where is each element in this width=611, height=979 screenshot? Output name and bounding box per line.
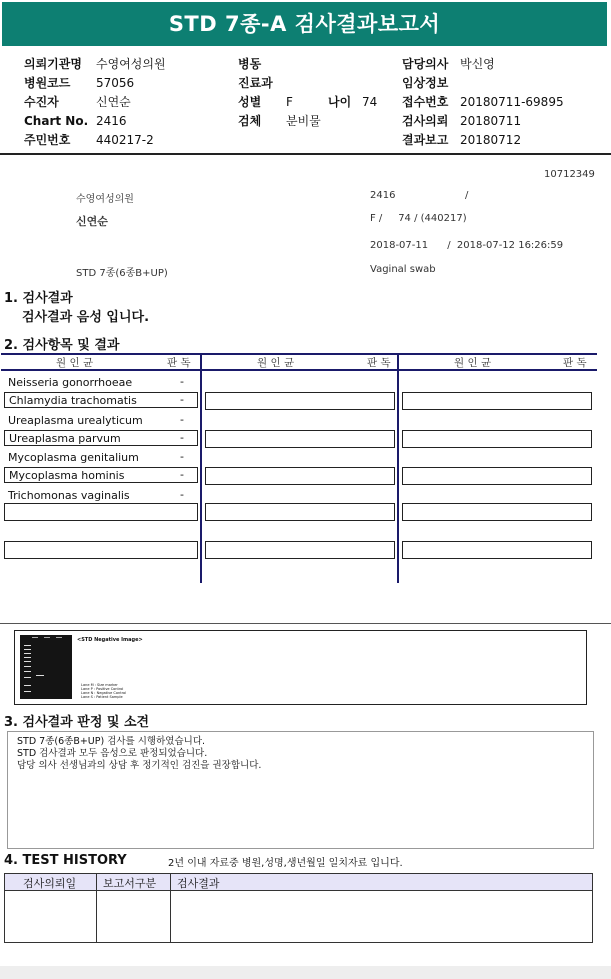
empty-cell: [402, 430, 592, 448]
header-label: 접수번호: [402, 95, 449, 109]
header-value: 20180712: [460, 133, 522, 147]
header-label: 수진자: [24, 95, 59, 109]
header-divider: [0, 153, 611, 155]
pathogen-result: -: [180, 450, 184, 463]
empty-cell: [205, 467, 395, 485]
col-pathogen-1: 원 인 균: [56, 357, 94, 369]
header-value: 수영여성의원: [96, 57, 166, 71]
opinion-line: 담당 의사 선생님과의 상담 후 정기적인 검진을 권장합니다.: [17, 760, 262, 771]
empty-cell: [402, 503, 592, 521]
summary-test: STD 7종(6종B+UP): [76, 268, 168, 279]
opinion-line: STD 검사결과 모두 음성으로 판정되었습니다.: [17, 748, 208, 759]
empty-cell: [402, 541, 592, 559]
header-value: 57056: [96, 76, 135, 90]
col-judgement-1: 판 독: [167, 357, 191, 369]
header-label: 의뢰기관명: [24, 57, 82, 71]
age-label: 나이: [328, 95, 352, 109]
gel-image: [20, 635, 72, 699]
summary-dates: 2018-07-11 / 2018-07-12 16:26:59: [370, 240, 564, 251]
header-label: 담당의사: [402, 57, 449, 71]
pathogen-name: Mycoplasma hominis: [4, 467, 198, 483]
gel-legend-item: Lane P : Positive Control: [81, 687, 124, 691]
header-label: 병원코드: [24, 76, 71, 90]
header-label: 성별: [238, 95, 262, 109]
header-label: 검체: [238, 114, 262, 128]
pathogen-result: -: [180, 413, 184, 426]
header-value: 분비물: [286, 114, 321, 128]
image-divider: [0, 623, 611, 624]
history-col-date: 검사의뢰일: [23, 877, 77, 890]
grid-divider-1: [200, 353, 202, 583]
result-grid-header: [1, 353, 597, 371]
empty-cell: [205, 430, 395, 448]
header-label: 병동: [238, 57, 262, 71]
pathogen-name: Ureaplasma parvum: [4, 430, 198, 446]
age-value: 74: [362, 95, 378, 109]
pathogen-result: -: [180, 431, 184, 444]
summary-slash: /: [465, 190, 469, 201]
header-col2: [238, 55, 377, 131]
document-number: 10712349: [544, 169, 595, 180]
page-footer-strip: [0, 966, 611, 979]
section2-title: 2. 검사항목 및 결과: [4, 338, 120, 353]
gel-legend-item: Lane S : Patient Sample: [81, 695, 123, 699]
col-pathogen-2: 원 인 균: [257, 357, 295, 369]
summary-clinic: 수영여성의원: [76, 194, 134, 205]
empty-cell: [4, 541, 198, 559]
empty-cell: [205, 541, 395, 559]
header-value: 20180711-69895: [460, 95, 564, 109]
empty-cell: [205, 503, 395, 521]
history-table-header: [5, 874, 592, 891]
header-label: 주민번호: [24, 133, 71, 147]
gel-legend: [81, 683, 126, 699]
empty-cell: [402, 392, 592, 410]
summary-patient: 신연순: [76, 215, 108, 228]
summary-sex-age: F / 74 / (440217): [370, 213, 467, 224]
header-label: 결과보고: [402, 133, 449, 147]
history-col-type: 보고서구분: [103, 877, 157, 890]
gel-legend-item: Lane N : Negative Control: [81, 691, 127, 695]
opinion-box: [7, 731, 594, 849]
col-judgement-3: 판 독: [563, 357, 587, 369]
pathogen-name: Mycoplasma genitalium: [8, 451, 139, 464]
empty-cell: [402, 467, 592, 485]
section4-title: 4. TEST HISTORY: [4, 853, 127, 868]
opinion-line: STD 7종(6종B+UP) 검사를 시행하였습니다.: [17, 736, 206, 747]
history-col-result: 검사결과: [177, 877, 220, 890]
pathogen-name: Neisseria gonorrhoeae: [8, 376, 133, 389]
pathogen-name: Trichomonas vaginalis: [8, 489, 130, 502]
history-note: 2년 이내 자료중 병원,성명,생년월일 일치자료 입니다.: [168, 858, 403, 869]
header-value: 신연순: [96, 95, 131, 109]
gel-image-title: <STD Negative Image>: [77, 637, 143, 643]
col-pathogen-3: 원 인 균: [454, 357, 492, 369]
report-title: STD 7종-A 검사결과보고서: [2, 2, 607, 46]
header-label: 검사의뢰: [402, 114, 449, 128]
header-value: 440217-2: [96, 133, 154, 147]
section3-title: 3. 검사결과 판정 및 소견: [4, 715, 150, 730]
grid-divider-2: [397, 353, 399, 583]
history-col-divider: [96, 874, 97, 942]
pathogen-result: -: [180, 393, 184, 406]
gel-legend-item: Lane M : Size marker: [81, 683, 118, 687]
header-col1: [24, 55, 166, 150]
header-label: 진료과: [238, 76, 273, 90]
header-value: F: [286, 95, 293, 109]
pathogen-result: -: [180, 468, 184, 481]
header-col3: [402, 55, 564, 150]
empty-cell: [205, 392, 395, 410]
summary-chart: 2416: [370, 190, 396, 201]
summary-specimen: Vaginal swab: [370, 264, 436, 275]
pathogen-result: -: [180, 488, 184, 501]
header-label: 임상정보: [402, 76, 449, 90]
gel-bands: [20, 635, 72, 699]
history-table: [4, 873, 593, 943]
header-label: Chart No.: [24, 114, 89, 128]
pathogen-result: -: [180, 375, 184, 388]
history-col-divider: [170, 874, 171, 942]
col-judgement-2: 판 독: [367, 357, 391, 369]
header-value: 20180711: [460, 114, 522, 128]
overall-result: 검사결과 음성 입니다.: [22, 310, 150, 325]
header-value: 박신영: [460, 57, 495, 71]
gel-image-panel: [14, 630, 587, 705]
pathogen-name: Ureaplasma urealyticum: [8, 414, 143, 427]
section1-title: 1. 검사결과: [4, 291, 73, 306]
header-value: 2416: [96, 114, 127, 128]
empty-cell: [4, 503, 198, 521]
pathogen-name: Chlamydia trachomatis: [4, 392, 198, 408]
